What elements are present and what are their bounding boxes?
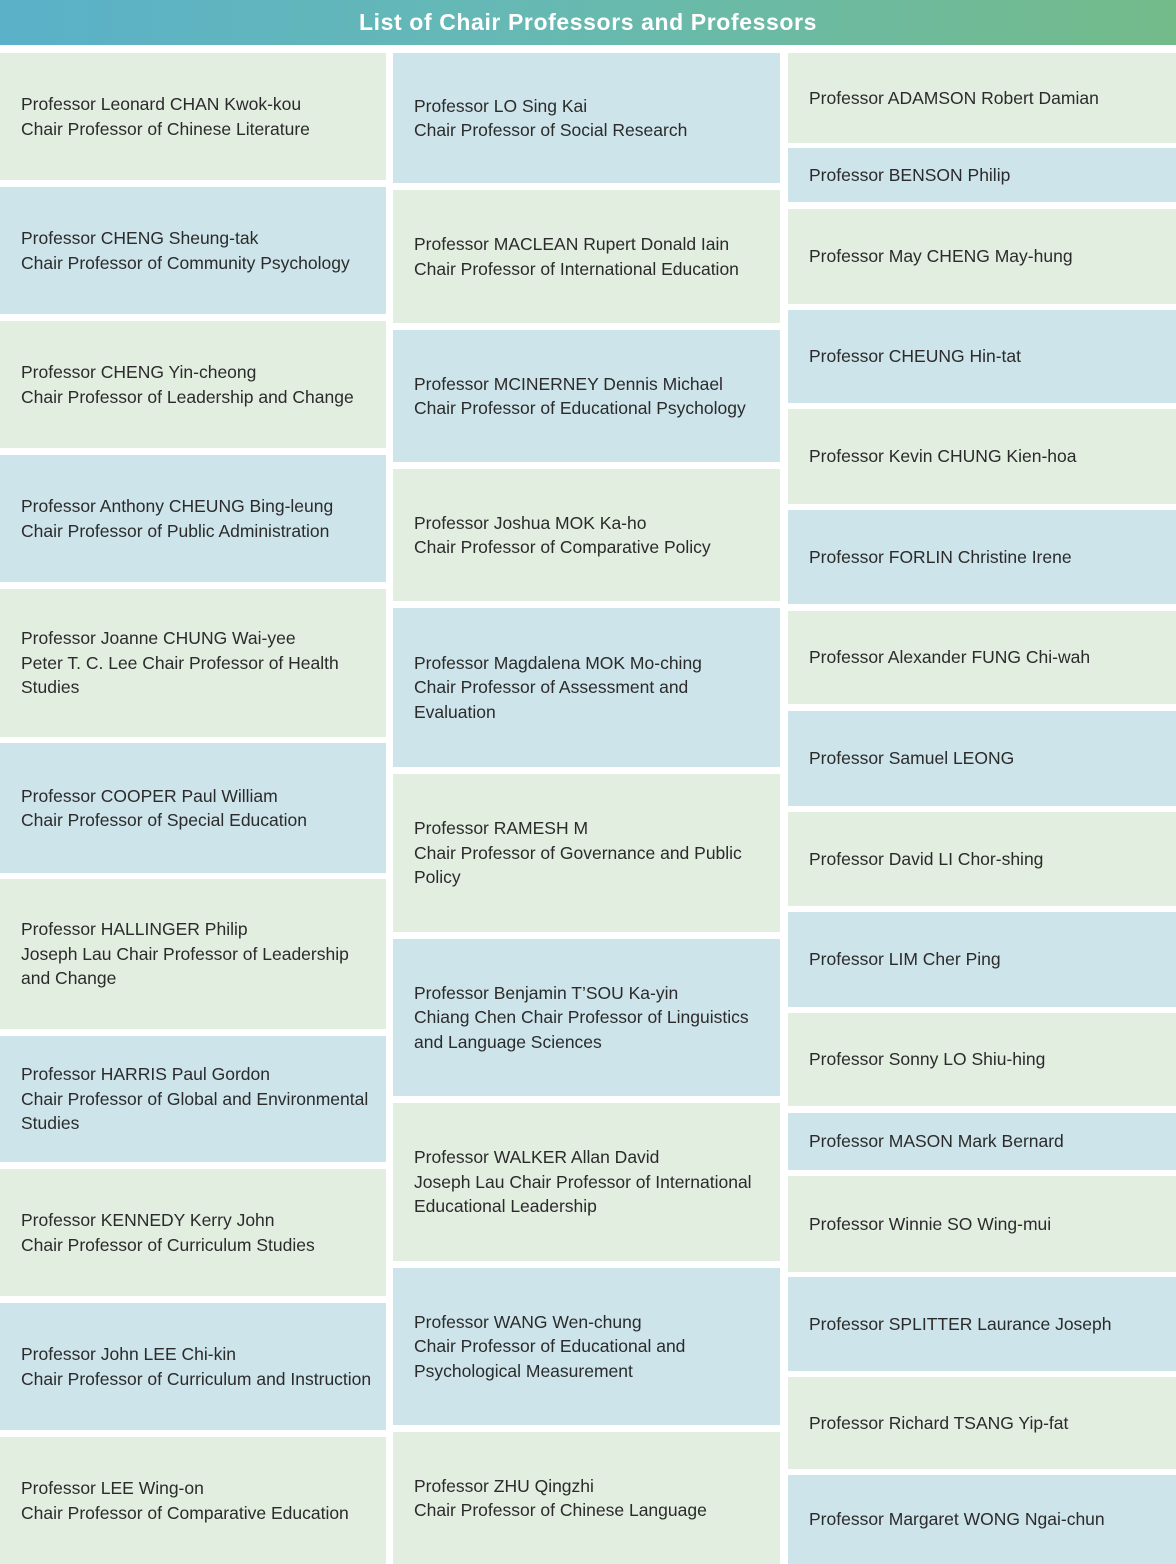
professor-entry bbox=[788, 1113, 1176, 1170]
professor-name: Professor May CHENG May-hung bbox=[809, 246, 1073, 267]
professor-name: Professor John LEE Chi-kin bbox=[21, 1344, 236, 1364]
professor-name: Professor SPLITTER Laurance Joseph bbox=[809, 1313, 1112, 1334]
professor-entry bbox=[0, 53, 386, 180]
professor-entry bbox=[0, 589, 386, 737]
professor-entry bbox=[0, 879, 386, 1029]
professor-name: Professor COOPER Paul William bbox=[21, 785, 278, 806]
professor-entry bbox=[393, 469, 780, 601]
professor-entry bbox=[788, 53, 1176, 143]
professor-entry bbox=[0, 1169, 386, 1296]
professor-name: Professor Leonard CHAN Kwok-kou bbox=[21, 94, 302, 114]
professor-entry bbox=[788, 510, 1176, 604]
professor-entry bbox=[393, 1103, 780, 1261]
professor-name: Professor HALLINGER Philip bbox=[21, 919, 248, 940]
professor-name: Professor Alexander FUNG Chi-wah bbox=[809, 647, 1091, 668]
professor-entry bbox=[393, 53, 780, 183]
professor-entry bbox=[788, 912, 1176, 1007]
professor-title: Chair Professor of Curriculum and Instruction bbox=[21, 1368, 372, 1389]
professor-name: Professor LEE Wing-on bbox=[21, 1478, 204, 1498]
professor-title: Chair Professor of Chinese Language bbox=[414, 1500, 707, 1520]
professor-entry bbox=[788, 1377, 1176, 1469]
professor-entry bbox=[788, 209, 1176, 304]
page-header bbox=[0, 0, 1176, 45]
professor-name: Professor Anthony CHEUNG Bing-leung bbox=[21, 496, 334, 516]
professor-title: Chair Professor of Governance and Public Policy bbox=[414, 842, 742, 888]
professor-entry bbox=[0, 743, 386, 873]
professor-name: Professor Kevin CHUNG Kien-hoa bbox=[809, 446, 1077, 467]
professor-title: Chair Professor of Educational Psychology bbox=[414, 398, 746, 418]
professor-entry bbox=[788, 409, 1176, 504]
professor-title: Chair Professor of Chinese Literature bbox=[21, 118, 310, 139]
professor-name: Professor Joanne CHUNG Wai-yee bbox=[21, 628, 296, 649]
professor-entry bbox=[788, 711, 1176, 806]
professor-entry bbox=[393, 608, 780, 767]
professor-name: Professor FORLIN Christine Irene bbox=[809, 546, 1072, 567]
professor-entry bbox=[788, 1475, 1176, 1564]
professor-title: Chair Professor of Curriculum Studies bbox=[21, 1234, 315, 1255]
professor-name: Professor Sonny LO Shiu-hing bbox=[809, 1049, 1046, 1070]
professor-name: Professor LO Sing Kai bbox=[414, 95, 588, 116]
professor-title: Chair Professor of Community Psychology bbox=[21, 252, 350, 273]
professor-name: Professor Richard TSANG Yip-fat bbox=[809, 1412, 1069, 1433]
professor-name: Professor HARRIS Paul Gordon bbox=[21, 1064, 270, 1085]
professor-name: Professor Joshua MOK Ka-ho bbox=[414, 512, 647, 533]
professor-title: Chair Professor of Assessment and Evaluation bbox=[414, 677, 689, 722]
professor-entry bbox=[393, 774, 780, 932]
professor-entry bbox=[393, 1432, 780, 1564]
professor-entry bbox=[788, 611, 1176, 704]
professor-title: Joseph Lau Chair Professor of International Educational Leadership bbox=[414, 1171, 752, 1217]
professor-name: Professor BENSON Philip bbox=[809, 164, 1011, 185]
professor-entry bbox=[393, 330, 780, 462]
professor-entry bbox=[788, 812, 1176, 906]
professor-entry bbox=[0, 321, 386, 448]
professor-entry bbox=[0, 187, 386, 314]
professor-name: Professor Samuel LEONG bbox=[809, 748, 1015, 769]
professor-title: Chair Professor of Comparative Education bbox=[21, 1502, 349, 1523]
professor-title: Chair Professor of Social Research bbox=[414, 120, 688, 140]
professor-entry bbox=[788, 1176, 1176, 1272]
professor-title: Chiang Chen Chair Professor of Linguistics and Language Sciences bbox=[414, 1007, 749, 1052]
professor-entry bbox=[788, 1277, 1176, 1371]
professor-entry bbox=[788, 1013, 1176, 1106]
professor-name: Professor Margaret WONG Ngai-chun bbox=[809, 1509, 1105, 1530]
professor-title: Chair Professor of Educational and Psychological Measurement bbox=[414, 1336, 686, 1381]
professor-name: Professor KENNEDY Kerry John bbox=[21, 1210, 275, 1230]
professor-entry bbox=[393, 190, 780, 323]
professor-title: Chair Professor of Special Education bbox=[21, 810, 307, 830]
professor-name: Professor Benjamin T’SOU Ka-yin bbox=[414, 982, 679, 1003]
professor-name: Professor CHENG Yin-cheong bbox=[21, 362, 257, 382]
professor-entry bbox=[788, 310, 1176, 403]
professor-name: Professor WALKER Allan David bbox=[414, 1147, 660, 1168]
professor-name: Professor CHEUNG Hin-tat bbox=[809, 346, 1021, 367]
professor-name: Professor MACLEAN Rupert Donald Iain bbox=[414, 234, 730, 254]
professor-entry bbox=[393, 1268, 780, 1425]
professor-name: Professor Winnie SO Wing-mui bbox=[809, 1213, 1052, 1234]
professor-title: Chair Professor of International Education bbox=[414, 258, 739, 279]
professor-title: Chair Professor of Global and Environmental Studies bbox=[21, 1088, 369, 1134]
professor-title: Peter T. C. Lee Chair Professor of Health Studies bbox=[21, 652, 339, 698]
professor-entry bbox=[0, 1303, 386, 1430]
professor-title: Chair Professor of Public Administration bbox=[21, 520, 330, 541]
professor-entry bbox=[0, 455, 386, 582]
professor-name: Professor ADAMSON Robert Damian bbox=[809, 87, 1099, 108]
professor-name: Professor WANG Wen-chung bbox=[414, 1311, 642, 1332]
professor-title: Joseph Lau Chair Professor of Leadership and Change bbox=[21, 943, 349, 989]
professor-name: Professor CHENG Sheung-tak bbox=[21, 228, 259, 248]
professor-entry bbox=[788, 148, 1176, 202]
professor-name: Professor LIM Cher Ping bbox=[809, 949, 1001, 970]
professor-entry bbox=[0, 1437, 386, 1564]
professor-title: Chair Professor of Leadership and Change bbox=[21, 386, 354, 407]
page-title: List of Chair Professors and Professors bbox=[359, 9, 817, 35]
professor-name: Professor RAMESH M bbox=[414, 818, 589, 839]
professor-title: Chair Professor of Comparative Policy bbox=[414, 537, 711, 557]
professor-name: Professor Magdalena MOK Mo-ching bbox=[414, 652, 702, 673]
professor-name: Professor David LI Chor-shing bbox=[809, 848, 1044, 869]
professor-name: Professor ZHU Qingzhi bbox=[414, 1475, 594, 1496]
professor-entry bbox=[393, 939, 780, 1096]
professor-entry bbox=[0, 1036, 386, 1162]
professor-name: Professor MASON Mark Bernard bbox=[809, 1131, 1064, 1152]
professor-name: Professor MCINERNEY Dennis Michael bbox=[414, 373, 723, 394]
